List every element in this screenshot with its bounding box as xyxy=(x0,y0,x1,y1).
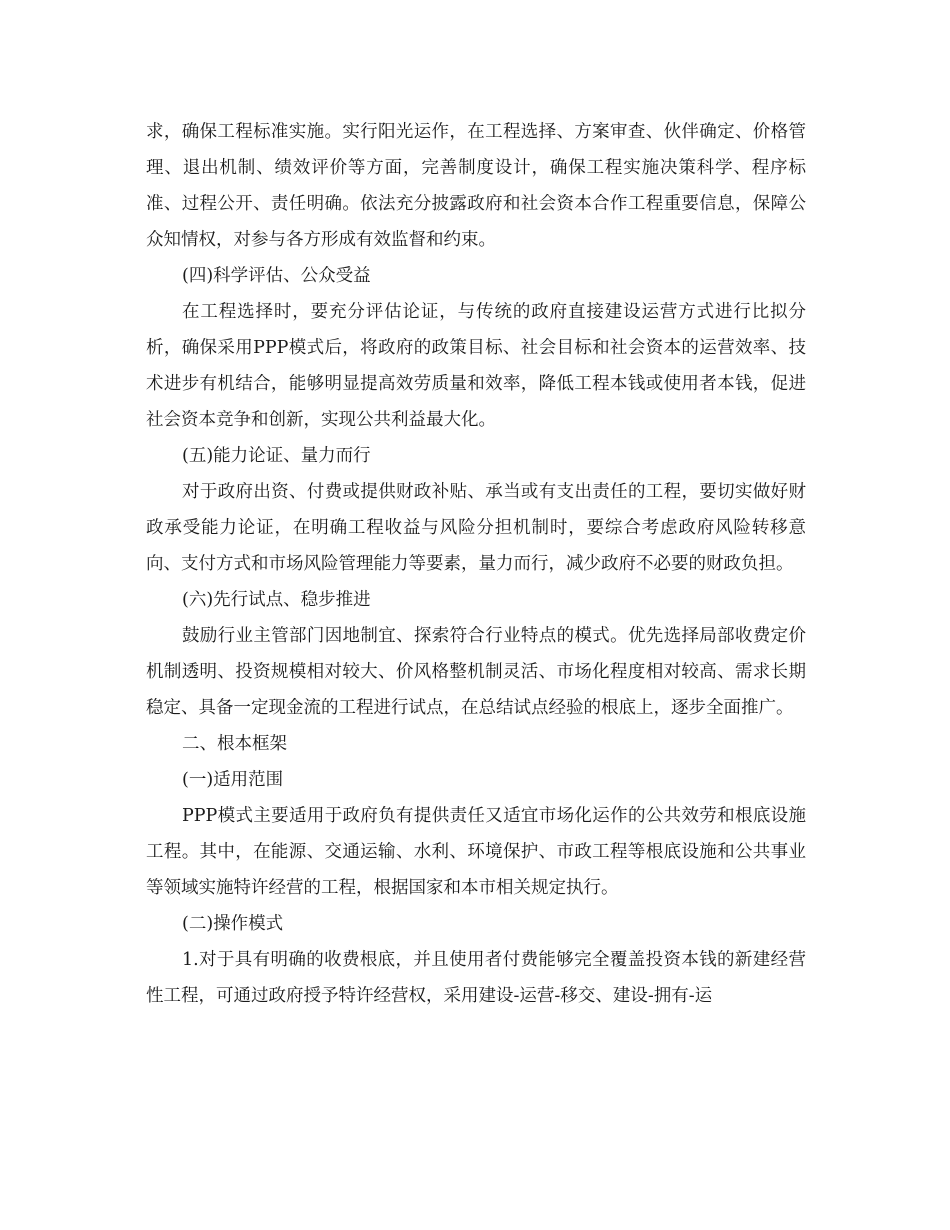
paragraph-scope: PPP模式主要适用于政府负有提供责任又适宜市场化运作的公共效劳和根底设施工程。其中，在能源、交通运输、水利、环境保护、市政工程等根底设施和公共事业等领域实施特许经营的工程，根据国家和本市相关规定执行。 xyxy=(146,806,806,898)
section-heading-4: (四)科学评估、公众受益 xyxy=(182,266,371,286)
paragraph-operation-mode-1: 1.对于具有明确的收费根底，并且使用者付费能够完全覆盖投资本钱的新建经营性工程，可通过政府授予特许经营权，采用建设-运营-移交、建设-拥有-运 xyxy=(146,950,806,1006)
section-heading-6: (六)先行试点、稳步推进 xyxy=(182,590,371,610)
section-heading-2: (二)操作模式 xyxy=(182,914,284,934)
paragraph-section-6: 鼓励行业主管部门因地制宜、探索符合行业特点的模式。优先选择局部收费定价机制透明、投资规模相对较大、价风格整机制灵活、市场化程度相对较高、需求长期稳定、具备一定现金流的工程进行试点，在总结试点经验的根底上，逐步全面推广。 xyxy=(146,626,806,718)
section-heading-1: (一)适用范围 xyxy=(182,770,284,790)
paragraph-section-5: 对于政府出资、付费或提供财政补贴、承当或有支出责任的工程，要切实做好财政承受能力论证，在明确工程收益与风险分担机制时，要综合考虑政府风险转移意向、支付方式和市场风险管理能力等要素，量力而行，减少政府不必要的财政负担。 xyxy=(146,482,806,574)
paragraph-continuation: 求，确保工程标准实施。实行阳光运作，在工程选择、方案审查、伙伴确定、价格管理、退出机制、绩效评价等方面，完善制度设计，确保工程实施决策科学、程序标准、过程公开、责任明确。依法充分披露政府和社会资本合作工程重要信息，保障公众知情权，对参与各方形成有效监督和约束。 xyxy=(146,122,806,250)
document-body xyxy=(146,114,806,1014)
chapter-heading-2: 二、根本框架 xyxy=(182,734,287,754)
section-heading-5: (五)能力论证、量力而行 xyxy=(182,446,371,466)
paragraph-section-4: 在工程选择时，要充分评估论证，与传统的政府直接建设运营方式进行比拟分析，确保采用PPP模式后，将政府的政策目标、社会目标和社会资本的运营效率、技术进步有机结合，能够明显提高效劳质量和效率，降低工程本钱或使用者本钱，促进社会资本竞争和创新，实现公共利益最大化。 xyxy=(146,302,806,430)
